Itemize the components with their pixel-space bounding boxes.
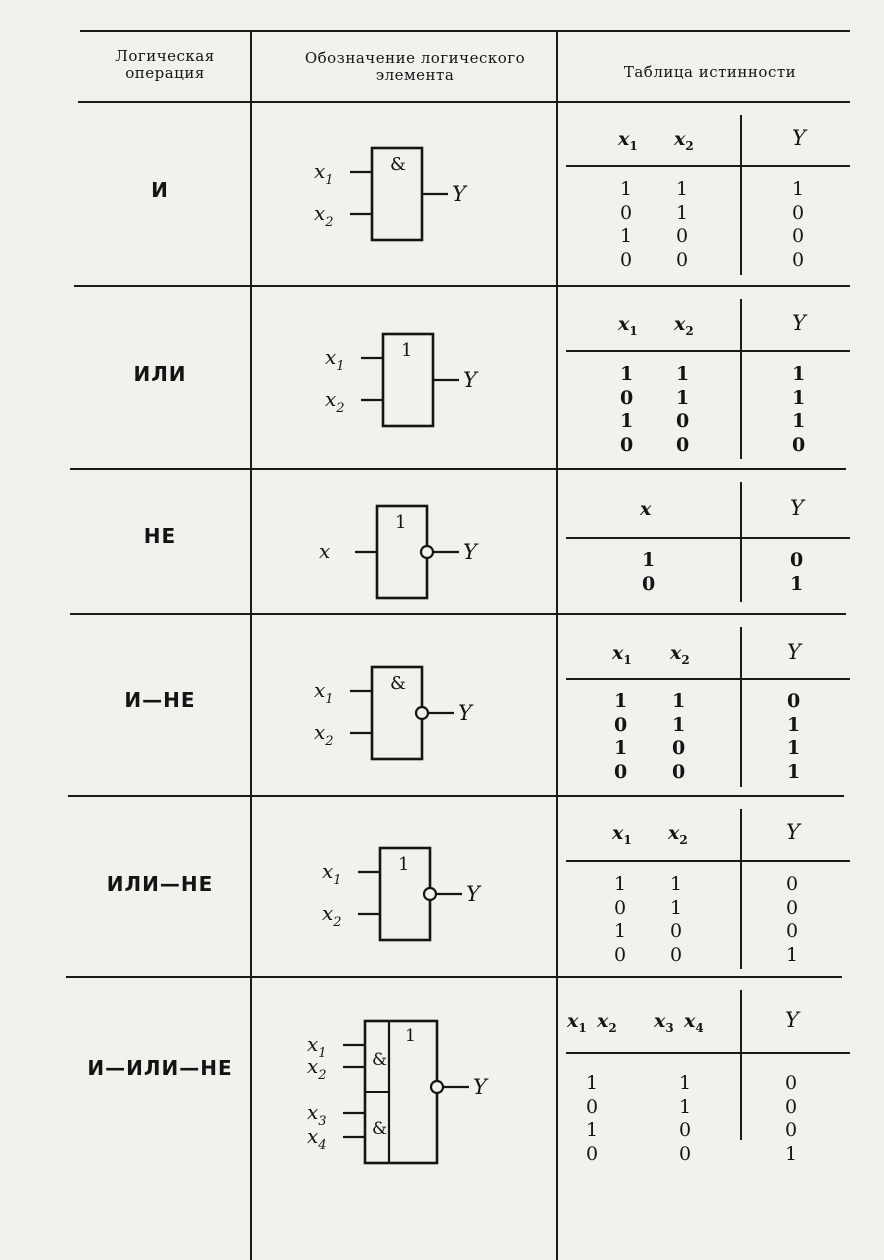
truth-value: 0 bbox=[676, 433, 690, 456]
truth-value: 0 bbox=[586, 1142, 599, 1165]
truth-value: 1 bbox=[614, 690, 628, 712]
input-values-column bbox=[642, 549, 655, 596]
header-variable: x bbox=[654, 1010, 666, 1032]
truth-value: 1 bbox=[620, 178, 633, 200]
output-label: Y bbox=[458, 701, 472, 725]
truth-value: 1 bbox=[614, 920, 627, 942]
truth-value: 0 bbox=[620, 201, 633, 224]
input-column-header bbox=[654, 1010, 674, 1035]
output-column-divider bbox=[740, 809, 742, 969]
input-label: $x_1$ bbox=[322, 859, 342, 888]
inversion-bubble bbox=[431, 1081, 443, 1093]
input-subscript: 1 bbox=[336, 359, 345, 374]
output-label: Y bbox=[463, 368, 477, 392]
truth-table-header-rule bbox=[566, 860, 740, 862]
input-label: x bbox=[319, 539, 331, 563]
header-symbol: Обозначение логического элемента bbox=[304, 49, 526, 84]
header-variable: x bbox=[668, 822, 680, 844]
operation-name: И bbox=[151, 178, 169, 202]
input-values-column bbox=[672, 690, 685, 784]
input-label: $x_1$ bbox=[314, 159, 334, 188]
truth-value: 0 bbox=[586, 1095, 599, 1118]
input-subscript: 4 bbox=[318, 1138, 327, 1153]
output-label: Y bbox=[463, 540, 477, 564]
truth-table-output-rule bbox=[742, 165, 850, 167]
input-values-column bbox=[620, 178, 632, 272]
input-subscript: 3 bbox=[318, 1114, 327, 1129]
truth-value: 0 bbox=[785, 1095, 798, 1118]
truth-table-header-rule bbox=[566, 1052, 740, 1054]
input-label: $x_2$ bbox=[307, 1054, 327, 1083]
truth-value: 1 bbox=[614, 873, 627, 895]
input-subscript: 2 bbox=[318, 1068, 327, 1083]
truth-table-output-rule bbox=[742, 1052, 850, 1054]
truth-table-header-rule bbox=[566, 678, 740, 680]
header-variable: x bbox=[618, 313, 630, 335]
output-column-divider bbox=[740, 299, 742, 459]
output-values-column bbox=[790, 549, 803, 596]
truth-value: 0 bbox=[672, 760, 686, 783]
logic-gate-symbol bbox=[295, 1011, 545, 1211]
truth-value: 1 bbox=[790, 572, 804, 595]
truth-value: 1 bbox=[620, 410, 634, 432]
output-values-column bbox=[786, 873, 798, 967]
truth-value: 1 bbox=[792, 363, 806, 385]
input-column-header bbox=[612, 642, 632, 667]
truth-value: 1 bbox=[676, 386, 690, 409]
truth-value: 1 bbox=[670, 896, 683, 919]
truth-value: 0 bbox=[670, 943, 683, 966]
input-values-column bbox=[676, 178, 688, 272]
logic-gate-symbol bbox=[302, 138, 552, 338]
truth-value: 0 bbox=[672, 737, 686, 759]
truth-value: 1 bbox=[676, 178, 689, 200]
input-label: $x_2$ bbox=[322, 901, 342, 930]
input-subscript: 1 bbox=[333, 873, 342, 888]
output-column-header: Y bbox=[787, 640, 801, 664]
logic-gate-symbol bbox=[310, 838, 560, 1038]
input-column-header bbox=[674, 128, 694, 153]
truth-value: 0 bbox=[786, 896, 799, 919]
truth-value: 0 bbox=[614, 896, 627, 919]
header-variable: x bbox=[567, 1010, 579, 1032]
output-column-divider bbox=[740, 482, 742, 602]
truth-value: 1 bbox=[787, 760, 801, 783]
truth-value: 0 bbox=[676, 410, 690, 432]
truth-value: 1 bbox=[620, 225, 633, 247]
operation-name: НЕ bbox=[143, 524, 177, 548]
input-subscript: 2 bbox=[333, 915, 342, 930]
header-rule bbox=[78, 101, 850, 103]
truth-value: 0 bbox=[676, 225, 689, 247]
truth-value: 1 bbox=[679, 1095, 692, 1118]
input-subscript: 1 bbox=[325, 173, 334, 188]
header-subscript: 1 bbox=[623, 832, 632, 847]
truth-value: 1 bbox=[676, 363, 690, 385]
input-column-header bbox=[684, 1010, 704, 1035]
input-values-column bbox=[676, 363, 689, 457]
input-subscript: 2 bbox=[336, 401, 345, 416]
truth-value: 0 bbox=[790, 549, 804, 571]
input-subscript: 2 bbox=[325, 215, 334, 230]
output-values-column bbox=[792, 178, 804, 272]
truth-value: 0 bbox=[792, 225, 805, 247]
output-column-divider bbox=[740, 990, 742, 1140]
input-column-header bbox=[674, 313, 694, 338]
header-subscript: 3 bbox=[665, 1020, 674, 1035]
inversion-bubble bbox=[421, 546, 433, 558]
header-subscript: 2 bbox=[679, 832, 688, 847]
logic-gate-symbol bbox=[302, 657, 552, 857]
operation-name: ИЛИ bbox=[133, 362, 187, 386]
truth-value: 1 bbox=[792, 386, 806, 409]
input-label: $x_2$ bbox=[325, 387, 345, 416]
truth-value: 1 bbox=[672, 690, 686, 712]
inversion-bubble bbox=[424, 888, 436, 900]
gate-symbol: & bbox=[390, 673, 407, 694]
truth-value: 0 bbox=[620, 248, 633, 271]
truth-value: 1 bbox=[586, 1072, 599, 1094]
input-subscript: 1 bbox=[318, 1046, 327, 1061]
truth-value: 0 bbox=[786, 920, 799, 942]
truth-value: 0 bbox=[792, 248, 805, 271]
truth-table-header-rule bbox=[566, 350, 740, 352]
truth-table-output-rule bbox=[742, 537, 850, 539]
input-subscript: 1 bbox=[325, 692, 334, 707]
header-subscript: 2 bbox=[685, 138, 694, 153]
truth-value: 1 bbox=[620, 363, 634, 385]
truth-value: 0 bbox=[679, 1142, 692, 1165]
truth-table-header-rule bbox=[566, 165, 740, 167]
truth-value: 0 bbox=[787, 690, 801, 712]
output-column-header: Y bbox=[792, 126, 806, 150]
input-values-column bbox=[679, 1072, 691, 1166]
output-column-header: Y bbox=[786, 820, 800, 844]
truth-value: 1 bbox=[792, 178, 805, 200]
header-subscript: 2 bbox=[685, 323, 694, 338]
gate-symbol: & bbox=[390, 154, 407, 175]
header-subscript: 1 bbox=[629, 138, 638, 153]
gate-symbol: 1 bbox=[395, 512, 407, 533]
header-variable: x bbox=[674, 128, 686, 150]
header-subscript: 1 bbox=[578, 1020, 587, 1035]
output-column-header: Y bbox=[792, 311, 806, 335]
truth-table-output-rule bbox=[742, 678, 850, 680]
truth-table-output-rule bbox=[742, 350, 850, 352]
header-variable: x bbox=[670, 642, 682, 664]
header-variable: x bbox=[640, 498, 652, 520]
truth-value: 1 bbox=[586, 1119, 599, 1141]
truth-value: 0 bbox=[676, 248, 689, 271]
operation-name: ИЛИ—НЕ bbox=[106, 872, 214, 896]
truth-value: 1 bbox=[670, 873, 683, 895]
header-subscript: 2 bbox=[608, 1020, 617, 1035]
input-values-column bbox=[620, 363, 633, 457]
truth-value: 1 bbox=[676, 201, 689, 224]
truth-value: 0 bbox=[792, 201, 805, 224]
output-column-divider bbox=[740, 115, 742, 275]
truth-table-output-rule bbox=[742, 860, 850, 862]
input-values-column bbox=[670, 873, 682, 967]
truth-table-header-rule bbox=[566, 537, 740, 539]
input-label: $x_1$ bbox=[325, 345, 345, 374]
header-variable: x bbox=[684, 1010, 696, 1032]
input-column-header bbox=[670, 642, 690, 667]
header-variable: x bbox=[618, 128, 630, 150]
input-label: $x_2$ bbox=[314, 201, 334, 230]
header-subscript: 2 bbox=[681, 652, 690, 667]
output-values-column bbox=[787, 690, 800, 784]
input-values-column bbox=[614, 690, 627, 784]
truth-value: 0 bbox=[614, 713, 628, 736]
header-subscript: 4 bbox=[695, 1020, 704, 1035]
output-label: Y bbox=[466, 882, 480, 906]
input-label: $x_2$ bbox=[314, 720, 334, 749]
and-sub-symbol: & bbox=[372, 1119, 388, 1139]
header-subscript: 1 bbox=[629, 323, 638, 338]
truth-value: 0 bbox=[642, 572, 656, 595]
operation-name: И—НЕ bbox=[124, 688, 196, 712]
output-label: Y bbox=[473, 1075, 487, 1099]
or-symbol: 1 bbox=[405, 1026, 416, 1046]
truth-value: 1 bbox=[785, 1142, 798, 1165]
header-truth-table: Таблица истинности bbox=[623, 63, 797, 81]
input-column-header bbox=[618, 128, 638, 153]
truth-value: 1 bbox=[792, 410, 806, 432]
input-column-header bbox=[668, 822, 688, 847]
header-operation: Логическая операция bbox=[115, 47, 215, 82]
output-values-column bbox=[792, 363, 805, 457]
header-variable: x bbox=[612, 822, 624, 844]
truth-value: 0 bbox=[785, 1119, 798, 1141]
input-column-header bbox=[640, 498, 651, 520]
input-label: $x_4$ bbox=[307, 1124, 327, 1153]
header-variable: x bbox=[674, 313, 686, 335]
input-values-column bbox=[586, 1072, 598, 1166]
truth-value: 0 bbox=[614, 760, 628, 783]
input-label: $x_1$ bbox=[307, 1032, 327, 1061]
truth-value: 0 bbox=[670, 920, 683, 942]
input-column-header bbox=[612, 822, 632, 847]
truth-value: 1 bbox=[786, 943, 799, 966]
input-subscript: 2 bbox=[325, 734, 334, 749]
truth-value: 0 bbox=[620, 433, 634, 456]
truth-value: 0 bbox=[679, 1119, 692, 1141]
input-column-header bbox=[567, 1010, 587, 1035]
header-subscript: 1 bbox=[623, 652, 632, 667]
gate-symbol: 1 bbox=[401, 340, 413, 361]
truth-value: 1 bbox=[679, 1072, 692, 1094]
inversion-bubble bbox=[416, 707, 428, 719]
input-label: $x_3$ bbox=[307, 1100, 327, 1129]
truth-value: 0 bbox=[785, 1072, 798, 1094]
and-sub-symbol: & bbox=[372, 1050, 388, 1070]
logic-gate-symbol bbox=[313, 324, 563, 524]
output-column-divider bbox=[740, 627, 742, 787]
input-column-header bbox=[597, 1010, 617, 1035]
truth-value: 1 bbox=[787, 737, 801, 759]
truth-value: 0 bbox=[792, 433, 806, 456]
truth-value: 1 bbox=[614, 737, 628, 759]
truth-value: 0 bbox=[620, 386, 634, 409]
header-variable: x bbox=[597, 1010, 609, 1032]
input-column-header bbox=[618, 313, 638, 338]
header-variable: x bbox=[612, 642, 624, 664]
truth-value: 1 bbox=[642, 549, 656, 571]
truth-value: 1 bbox=[672, 713, 686, 736]
input-values-column bbox=[614, 873, 626, 967]
operation-name: И—ИЛИ—НЕ bbox=[87, 1056, 233, 1080]
top-rule bbox=[80, 30, 850, 32]
output-column-header: Y bbox=[790, 496, 804, 520]
input-label: $x_1$ bbox=[314, 678, 334, 707]
truth-value: 0 bbox=[614, 943, 627, 966]
truth-value: 1 bbox=[787, 713, 801, 736]
output-values-column bbox=[785, 1072, 797, 1166]
truth-value: 0 bbox=[786, 873, 799, 895]
output-column-header: Y bbox=[785, 1008, 799, 1032]
gate-symbol: 1 bbox=[398, 854, 410, 875]
output-label: Y bbox=[452, 182, 466, 206]
